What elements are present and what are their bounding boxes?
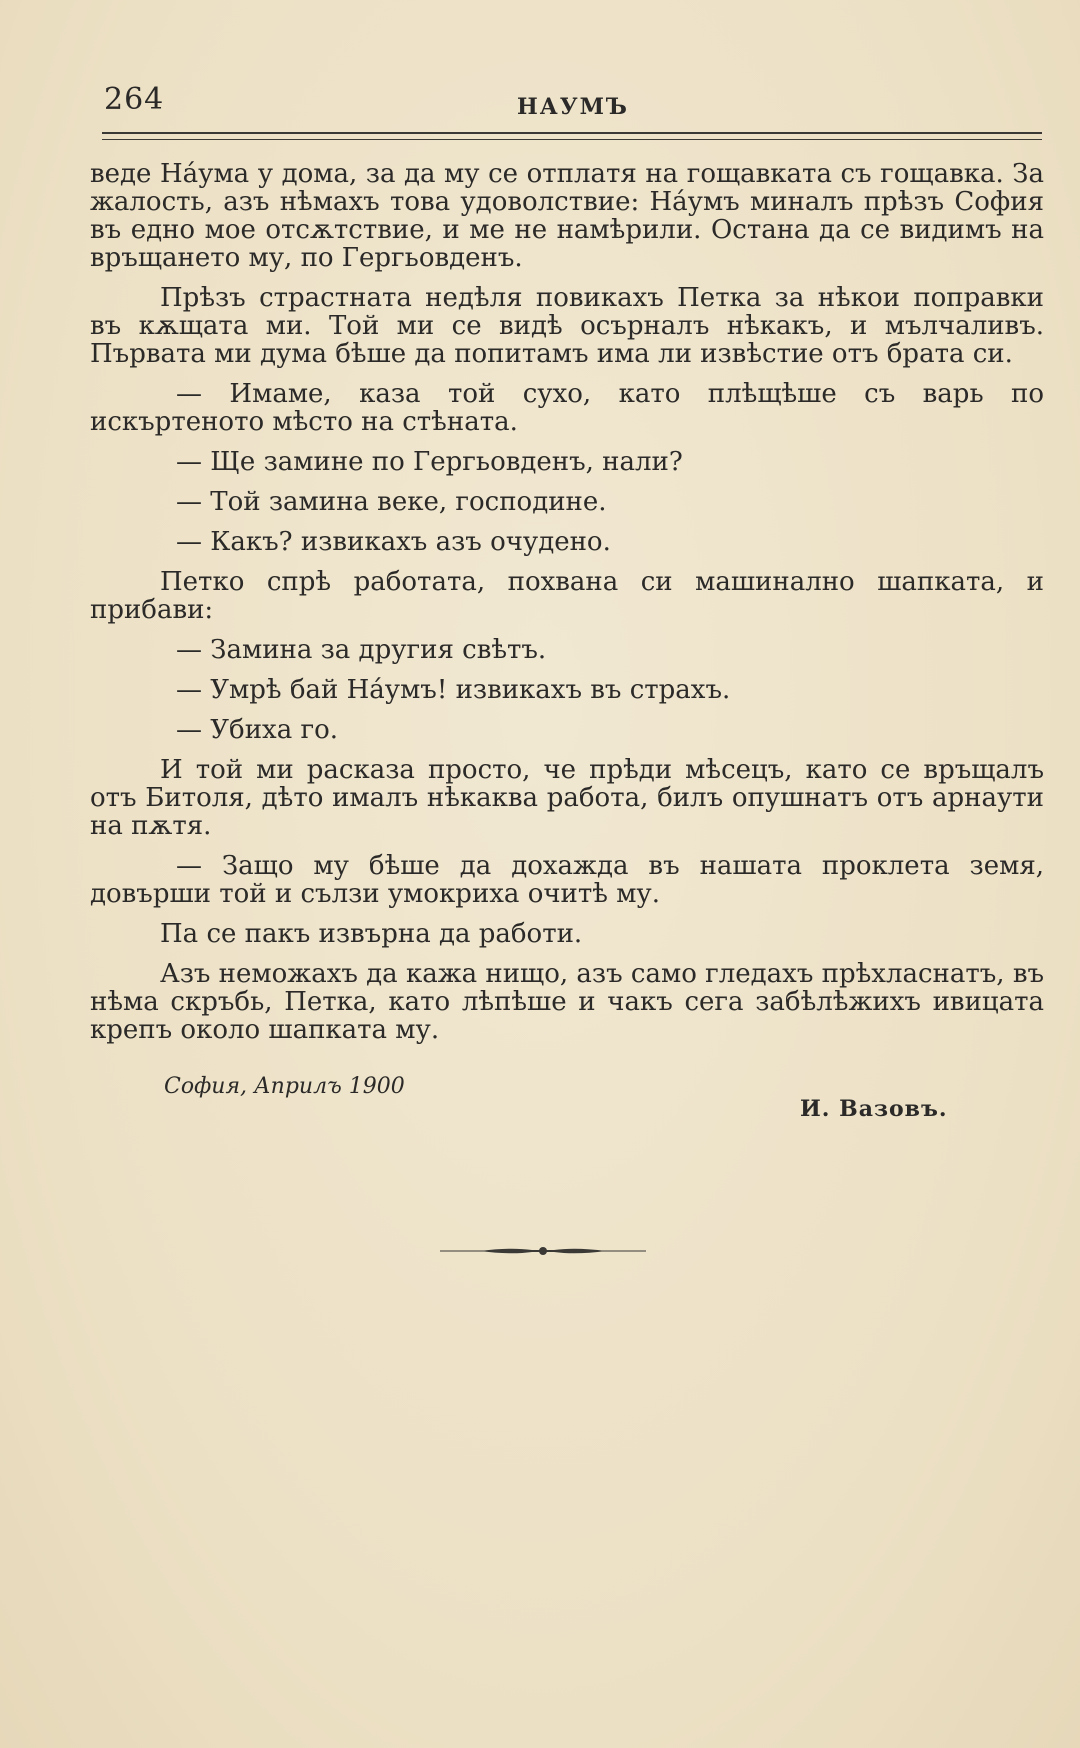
page-header [104, 82, 1042, 122]
author-signature: И. Вазовъ. [800, 1096, 948, 1122]
paragraph: — Замина за другия свѣтъ. [176, 635, 547, 665]
closing-block [90, 1074, 1044, 1134]
paragraph: — Ще замине по Гергьовденъ, нали? [176, 447, 683, 477]
paragraph: — Защо му бѣше да дохажда въ нашата проклета земя, довърши той и сълзи умокриха очитѣ му. [90, 851, 1044, 909]
paragraph: — Той замина веке, господине. [176, 487, 607, 517]
paragraph: — Убиха го. [176, 715, 339, 745]
place-date: София, Априлъ 1900 [164, 1074, 405, 1099]
body-text [90, 160, 1044, 1134]
page-number: 264 [104, 82, 165, 117]
paragraph: веде Нáума у дома, за да му се отплатя на гощавката съ гощавка. За жалость, азъ нѣмахъ това удоволствие: Нáумъ миналъ прѣзъ София въ едно мое отсѫтствие, и ме не намѣрили. Остана да се видимъ на връщането му, по Гергьовденъ. [90, 159, 1044, 273]
paragraph: Азъ неможахъ да кажа нищо, азъ само гледахъ прѣхласнатъ, въ нѣма скръбь, Петка, като лѣпѣше и чакъ сега забѣлѣжихъ ивицата крепъ около шапката му. [90, 959, 1044, 1045]
paragraph: Прѣзъ страстната недѣля повикахъ Петка за нѣкои поправки въ кѫщата ми. Той ми се видѣ осърналъ нѣкакъ, и мълчаливъ. Първата ми дума бѣше да попитамъ има ли извѣстие отъ брата си. [90, 283, 1044, 369]
paragraph: Петко спрѣ работата, похвана си машинално шапката, и прибави: [90, 567, 1044, 625]
paragraph: — Какъ? извикахъ азъ очудено. [176, 527, 611, 557]
header-rule [102, 132, 1042, 140]
paragraph: И той ми расказа просто, че прѣди мѣсецъ, като се връщалъ отъ Битоля, дѣто ималъ нѣкаква работа, билъ опушнатъ отъ арнаути на пѫтя. [90, 755, 1044, 841]
paragraph: — Умрѣ бай Нáумъ! извикахъ въ страхъ. [176, 675, 731, 705]
paragraph: Па се пакъ извърна да работи. [160, 919, 583, 949]
paragraph: — Имаме, каза той сухо, като плѣщѣше съ варь по искъртеното мѣсто на стѣната. [90, 379, 1044, 437]
running-title: НАУМЪ [517, 94, 629, 120]
end-ornament-icon [440, 1244, 646, 1258]
